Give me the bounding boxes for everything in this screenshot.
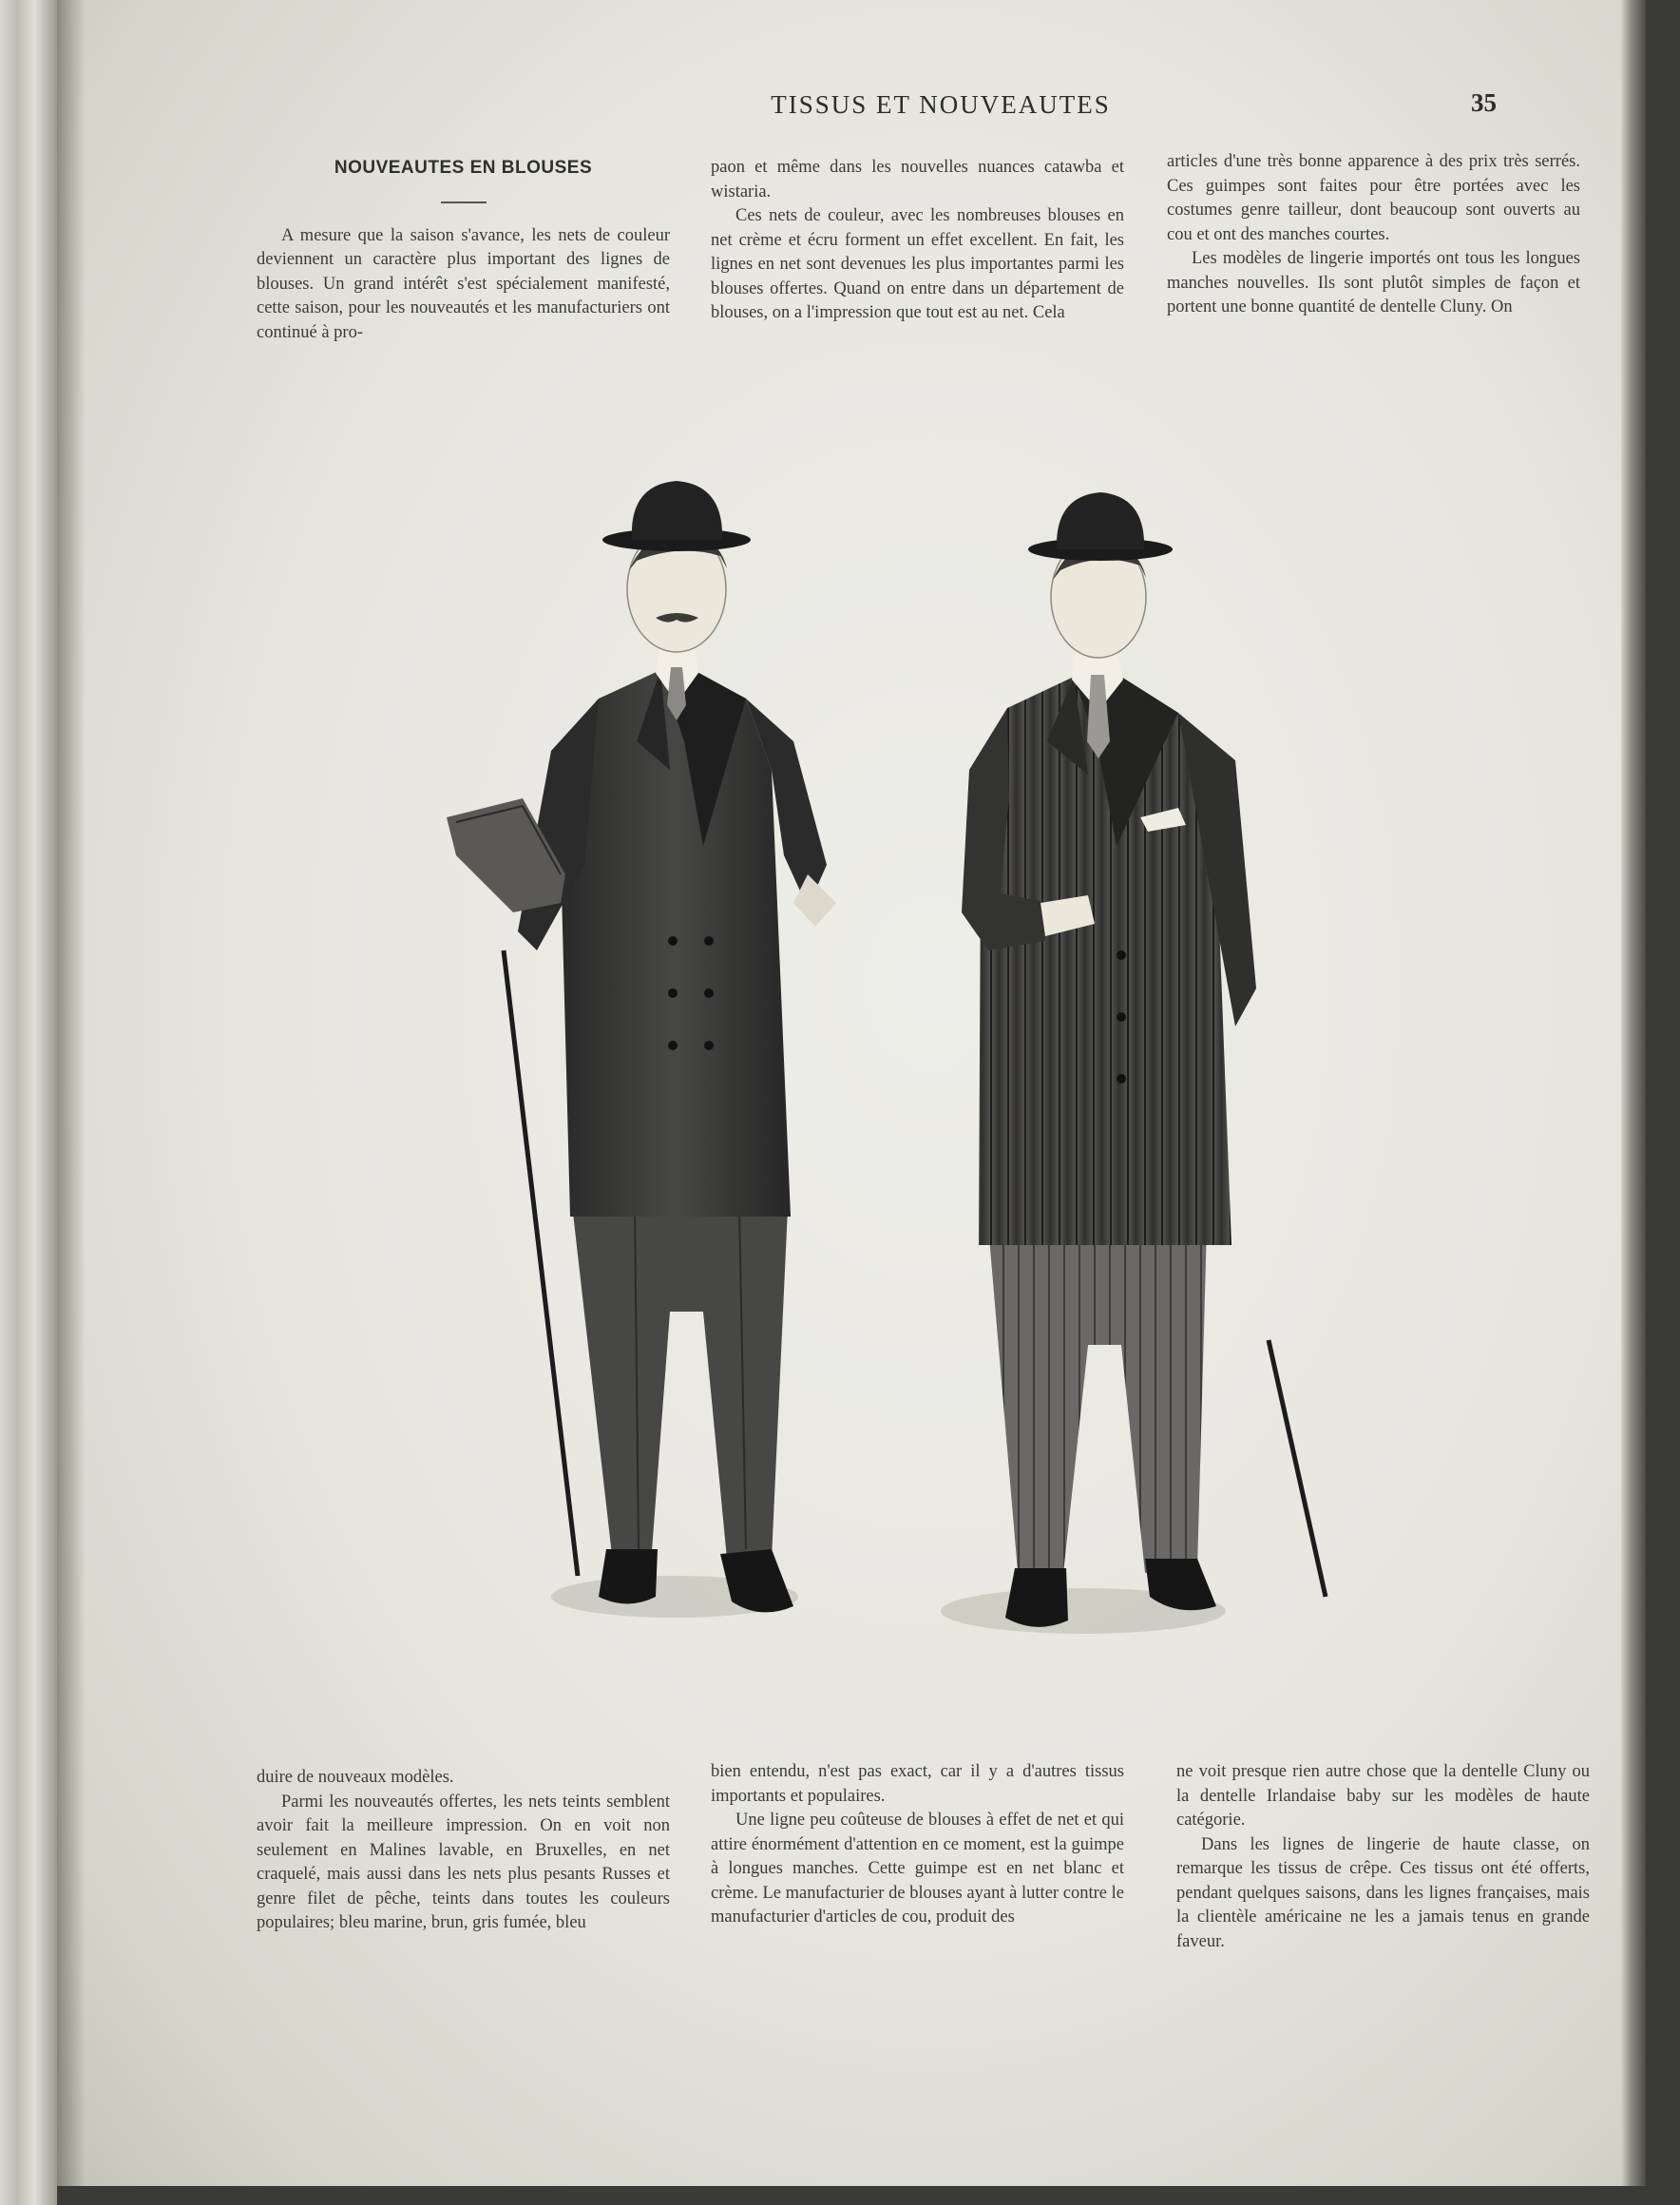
book-spine [0,0,57,2205]
article-column-bottom-3 [1176,1760,1590,1954]
paragraph: duire de nouveaux modèles. [257,1768,454,1787]
article-column-top-1 [257,156,670,345]
article-column-bottom-2 [711,1760,1124,1930]
paragraph: Dans les lignes de lingerie de haute classe, on remarque les tissus de crêpe. Ces tissus ont été offerts, pendant quelques saisons, dans les lignes françaises, mais la clientèle américaine ne les a jamais tenus en grande faveur. [1176,1834,1590,1951]
running-head: TISSUS ET NOUVEAUTES [771,90,1111,119]
man-left-figure [447,481,836,1612]
page-number: 35 [1471,88,1497,117]
fashion-illustration [418,456,1368,1711]
paragraph: Ces nets de couleur, avec les nombreuses blouses en net crème et écru forment un effet excellent. En fait, les lignes en net sont devenues les plus importantes parmi les blouses offertes. Quand on entre dans un département de blouses, on a l'impression que tout est au net. Cela [711,206,1124,322]
paragraph: paon et même dans les nouvelles nuances catawba et wistaria. [711,158,1124,201]
paragraph: Une ligne peu coûteuse de blouses à effet de net et qui attire énormément d'attention en ce moment, est la guimpe à longues manches. Cette guimpe est en net blanc et crème. Le manufacturier de blouses ayant à lutter contre le manufacturier d'articles de cou, produit des [711,1811,1124,1927]
paragraph: articles d'une très bonne apparence à des prix très serrés. Ces guimpes sont faites pour être portées avec les costumes genre tailleur, dont beaucoup sont ouverts au cou et ont des manches courtes. [1167,152,1580,244]
paragraph: Les modèles de lingerie importés ont tous les longues manches nouvelles. Ils sont plutôt simples de façon et portent une bonne quantité de dentelle Cluny. On [1167,249,1580,316]
article-column-bottom-1 [257,1766,670,1936]
magazine-page [57,0,1646,2186]
paragraph: bien entendu, n'est pas exact, car il y a d'autres tissus importants et populaires. [711,1762,1124,1806]
page-edge [1621,0,1646,2186]
paragraph: Parmi les nouveautés offertes, les nets teints semblent avoir fait la meilleure impression. On en voit non seulement en Malines lavable, en Bruxelles, en net craquelé, mais aussi dans les nets plus pesants Russes et genre filet de pêche, teints dans toutes les couleurs populaires; bleu marine, brun, gris fumée, bleu [257,1792,670,1932]
article-title: NOUVEAUTES EN BLOUSES [334,158,593,178]
article-column-top-2 [711,156,1124,326]
article-column-top-3 [1167,150,1580,320]
paragraph: A mesure que la saison s'avance, les nets de couleur deviennent un caractère plus important des lignes de blouses. Un grand intérêt s'est spécialement manifesté, cette saison, pour les nouveautés et les manufacturiers ont continué à pro- [257,225,670,342]
man-right-figure [962,492,1326,1627]
paragraph: ne voit presque rien autre chose que la dentelle Cluny ou la dentelle Irlandaise baby sur les modèles de haute catégorie. [1176,1762,1590,1830]
title-rule [441,201,487,203]
